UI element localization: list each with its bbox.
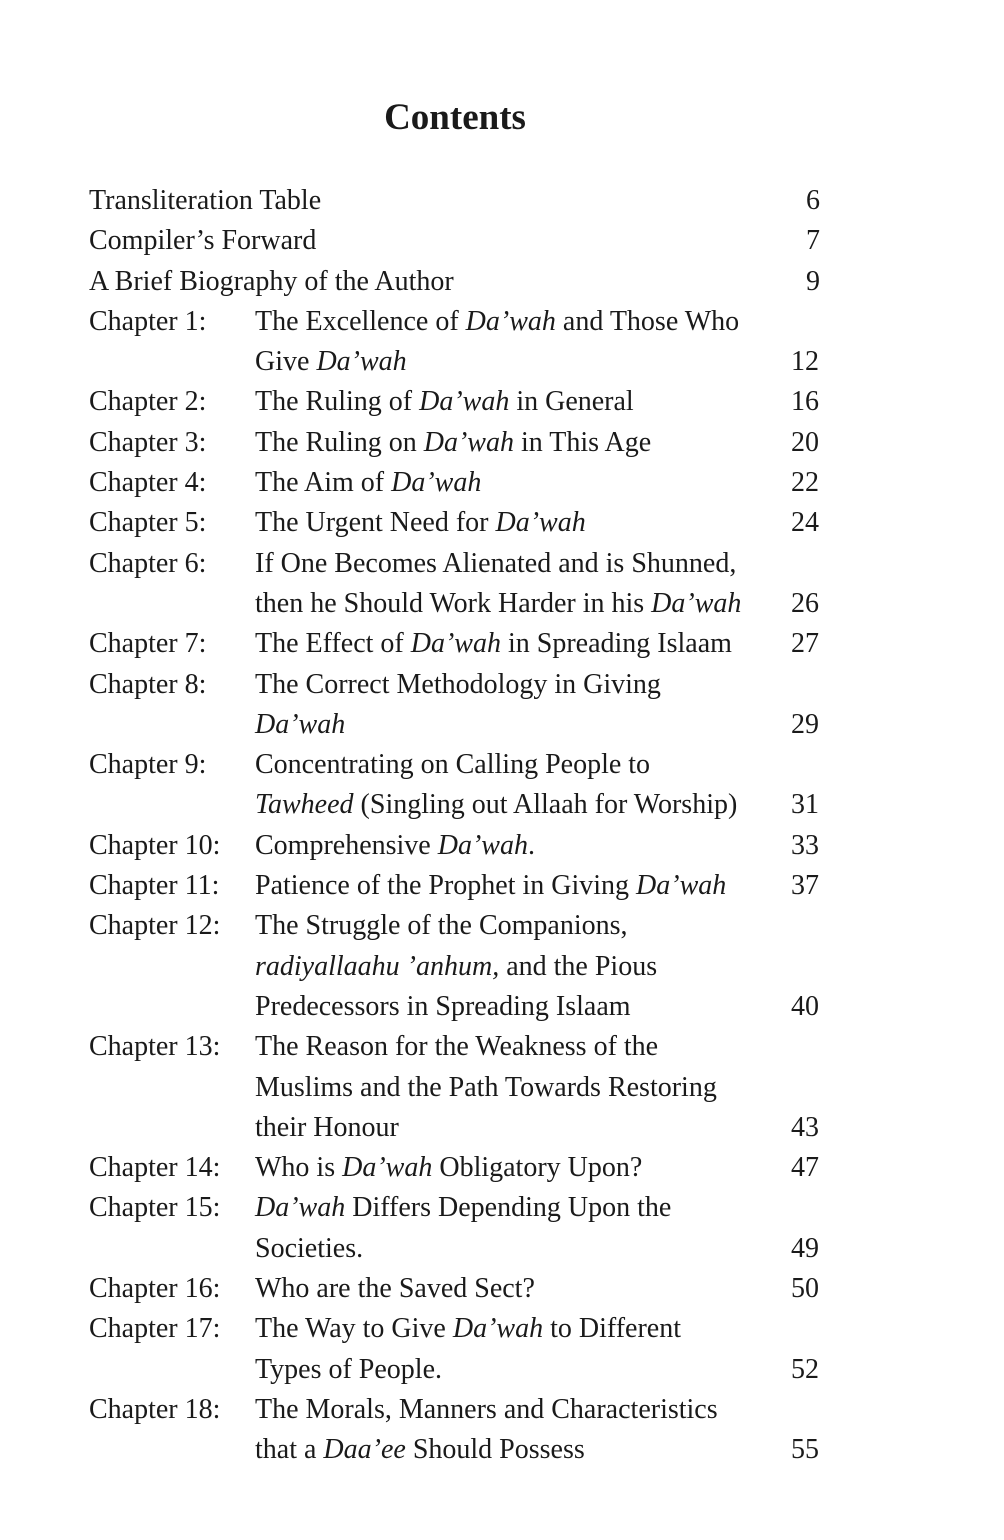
entry-title: Comprehensive Da’wah.	[255, 829, 535, 861]
entry-title: Muslims and the Path Towards Restoring	[255, 1071, 717, 1103]
page-number: 7	[806, 225, 820, 257]
toc-entry-line	[89, 947, 829, 987]
entry-title: The Ruling of Da’wah in General	[255, 386, 634, 418]
italic-term: Da’wah	[419, 386, 510, 418]
toc-entry-line	[89, 423, 829, 463]
toc-entry[interactable]	[89, 221, 829, 261]
italic-term: Da’wah	[255, 708, 346, 740]
page-number: 50	[791, 1273, 819, 1305]
entry-title: The Ruling on Da’wah in This Age	[255, 426, 652, 458]
entry-title: radiyallaahu ’anhum, and the Pious	[255, 950, 658, 982]
italic-term: Da’wah	[452, 1313, 544, 1345]
page-number: 43	[791, 1111, 819, 1143]
italic-term: Da’wah	[316, 346, 407, 378]
entry-title: Patience of the Prophet in Giving Da’wah	[255, 870, 727, 902]
page-number: 29	[791, 708, 819, 740]
chapter-label: Chapter 16:	[89, 1273, 221, 1305]
entry-title: Who are the Saved Sect?	[255, 1273, 535, 1305]
toc-entry[interactable]	[89, 906, 829, 1027]
toc-entry-line	[89, 1148, 829, 1188]
toc-entry-line	[89, 1269, 829, 1309]
page-number: 9	[806, 265, 820, 297]
page-number: 49	[791, 1232, 819, 1264]
toc-entry-line	[89, 665, 829, 705]
chapter-label: Chapter 1:	[89, 305, 207, 337]
entry-title: The Aim of Da’wah	[255, 467, 482, 499]
toc-entry[interactable]	[89, 181, 829, 221]
toc-entry[interactable]	[89, 1269, 829, 1309]
italic-term: Da’wah	[255, 1192, 346, 1224]
toc-entry-line	[89, 181, 829, 221]
page-number: 24	[791, 507, 819, 539]
page-number: 40	[791, 990, 819, 1022]
page-number: 20	[791, 426, 819, 458]
chapter-label: Chapter 7:	[89, 628, 207, 660]
toc-entry-line	[89, 826, 829, 866]
chapter-label: Chapter 9:	[89, 749, 207, 781]
toc-entry[interactable]	[89, 382, 829, 422]
toc-entry-line	[89, 221, 829, 261]
toc-entry[interactable]	[89, 503, 829, 543]
toc-entry-line	[89, 705, 829, 745]
entry-title: The Effect of Da’wah in Spreading Islaam	[255, 628, 732, 660]
toc-entry-line	[89, 1350, 829, 1390]
entry-title: A Brief Biography of the Author	[89, 265, 454, 297]
page-number: 37	[791, 870, 819, 902]
italic-term: Da’wah	[651, 587, 742, 619]
entry-title: Da’wah Differs Depending Upon the	[255, 1192, 672, 1224]
toc-entry-line	[89, 866, 829, 906]
page-number: 16	[791, 386, 819, 418]
toc-entry-line	[89, 624, 829, 664]
chapter-label: Chapter 15:	[89, 1192, 221, 1224]
italic-term: Tawheed	[255, 789, 354, 821]
toc-entry[interactable]	[89, 624, 829, 664]
chapter-label: Chapter 10:	[89, 829, 221, 861]
toc-entry-line	[89, 1229, 829, 1269]
toc-entry[interactable]	[89, 262, 829, 302]
toc-entry-line	[89, 1430, 829, 1470]
toc-entry-line	[89, 342, 829, 382]
entry-title: The Excellence of Da’wah and Those Who	[255, 305, 740, 337]
toc-entry[interactable]	[89, 544, 829, 625]
toc-entry[interactable]	[89, 423, 829, 463]
table-of-contents	[89, 181, 829, 1471]
toc-entry-line	[89, 906, 829, 946]
chapter-label: Chapter 3:	[89, 426, 207, 458]
entry-title: Who is Da’wah Obligatory Upon?	[255, 1152, 643, 1184]
toc-entry-line	[89, 463, 829, 503]
entry-title: The Struggle of the Companions,	[255, 910, 628, 942]
chapter-label: Chapter 17:	[89, 1313, 221, 1345]
page-number: 52	[791, 1353, 819, 1385]
toc-entry[interactable]	[89, 302, 829, 383]
entry-title: The Morals, Manners and Characteristics	[255, 1393, 718, 1425]
page-number: 26	[791, 587, 819, 619]
toc-entry[interactable]	[89, 665, 829, 746]
chapter-label: Chapter 4:	[89, 467, 207, 499]
entry-title: Compiler’s Forward	[89, 225, 317, 257]
page-number: 27	[791, 628, 819, 660]
toc-entry-line	[89, 745, 829, 785]
toc-entry[interactable]	[89, 826, 829, 866]
chapter-label: Chapter 5:	[89, 507, 207, 539]
italic-term: Da’wah	[636, 870, 727, 902]
toc-entry[interactable]	[89, 1027, 829, 1148]
entry-title: Predecessors in Spreading Islaam	[255, 990, 631, 1022]
italic-term: Da’wah	[391, 467, 482, 499]
chapter-label: Chapter 12:	[89, 910, 221, 942]
italic-term: radiyallaahu ’anhum,	[255, 950, 500, 982]
toc-entry-line	[89, 987, 829, 1027]
page-number: 33	[791, 829, 819, 861]
page-number: 47	[791, 1152, 819, 1184]
toc-entry-line	[89, 302, 829, 342]
toc-entry-line	[89, 1068, 829, 1108]
toc-entry-line	[89, 503, 829, 543]
entry-title: their Honour	[255, 1111, 399, 1143]
chapter-label: Chapter 11:	[89, 870, 220, 902]
page-number: 22	[791, 467, 819, 499]
entry-title: If One Becomes Alienated and is Shunned,	[255, 547, 737, 579]
toc-entry-line	[89, 584, 829, 624]
entry-title: The Way to Give Da’wah to Different	[255, 1313, 681, 1345]
italic-term: Daa’ee	[323, 1434, 406, 1466]
entry-title: Types of People.	[255, 1353, 443, 1385]
italic-term: Da’wah	[465, 305, 556, 337]
toc-entry-line	[89, 262, 829, 302]
toc-entry[interactable]	[89, 1148, 829, 1188]
toc-entry-line	[89, 785, 829, 825]
chapter-label: Chapter 2:	[89, 386, 207, 418]
italic-term: Da’wah	[423, 426, 514, 458]
chapter-label: Chapter 18:	[89, 1393, 221, 1425]
toc-entry-line	[89, 1188, 829, 1228]
entry-title: The Correct Methodology in Giving	[255, 668, 661, 700]
page-number: 31	[791, 789, 819, 821]
page-number: 12	[791, 346, 819, 378]
entry-title: Tawheed (Singling out Allaah for Worship)	[255, 789, 738, 821]
entry-title: that a Daa’ee Should Possess	[255, 1434, 585, 1466]
toc-entry[interactable]	[89, 866, 829, 906]
toc-entry[interactable]	[89, 1188, 829, 1269]
entry-title: Concentrating on Calling People to	[255, 749, 651, 781]
chapter-label: Chapter 13:	[89, 1031, 221, 1063]
chapter-label: Chapter 6:	[89, 547, 207, 579]
entry-title: The Urgent Need for Da’wah	[255, 507, 586, 539]
entry-title: The Reason for the Weakness of the	[255, 1031, 659, 1063]
entry-title	[255, 705, 345, 745]
entry-title: Give Da’wah	[255, 346, 407, 378]
chapter-label: Chapter 8:	[89, 668, 207, 700]
toc-entry-line	[89, 1108, 829, 1148]
page-number: 6	[806, 185, 820, 216]
toc-entry[interactable]	[89, 745, 829, 826]
toc-entry[interactable]	[89, 1390, 829, 1471]
toc-entry-line	[89, 1309, 829, 1349]
italic-term: Da’wah	[410, 628, 501, 660]
toc-entry-line	[89, 382, 829, 422]
toc-entry[interactable]	[89, 463, 829, 503]
chapter-label: Chapter 14:	[89, 1152, 221, 1184]
entry-title: Transliteration Table	[89, 185, 322, 216]
entry-title: then he Should Work Harder in his Da’wah	[255, 587, 742, 619]
toc-entry-line	[89, 544, 829, 584]
italic-term: Da’wah	[342, 1152, 433, 1184]
toc-entry-line	[89, 1027, 829, 1067]
toc-entry[interactable]	[89, 1309, 829, 1390]
italic-term: Da’wah	[437, 829, 528, 861]
page-number: 55	[791, 1434, 819, 1466]
italic-term: Da’wah	[495, 507, 586, 539]
page-title: Contents	[384, 97, 526, 138]
entry-title: Societies.	[255, 1232, 364, 1264]
toc-entry-line	[89, 1390, 829, 1430]
